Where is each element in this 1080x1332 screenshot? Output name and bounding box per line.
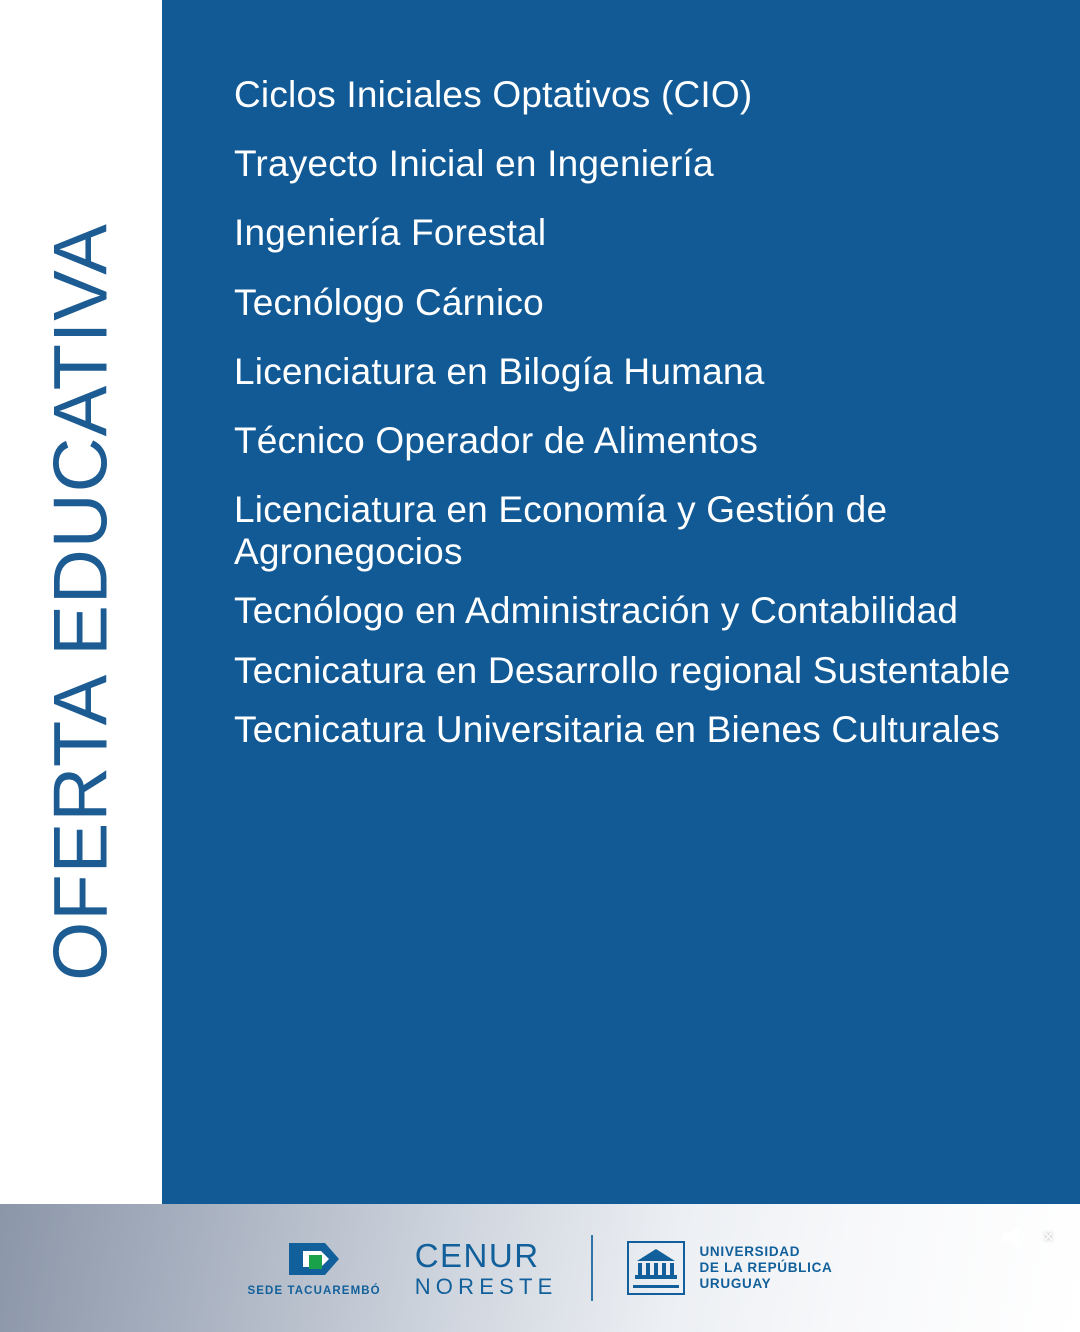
list-item: Trayecto Inicial en Ingeniería [234,143,714,185]
footer-logos [0,1204,1080,1332]
logo-udelar [627,1241,832,1295]
udelar-wordmark [699,1244,832,1292]
udelar-line-3: URUGUAY [699,1275,772,1291]
list-item: Ciclos Iniciales Optativos (CIO) [234,74,753,115]
close-icon[interactable]: × [1042,1226,1054,1248]
cenur-sub-label: NORESTE [414,1273,558,1299]
list-item: Licenciatura en Economía y Gestión de Agronegocios [234,489,888,573]
speaker-mute-icon[interactable] [999,1222,1033,1252]
overlay-controls[interactable] [999,1222,1054,1252]
footer-divider [591,1235,593,1301]
list-item: Tecnólogo en Administración y Contabilidad [234,590,959,632]
sede-tacuarembo-mark-icon [285,1239,343,1279]
programs-list [234,74,1024,768]
footer-band [0,1204,1080,1332]
logo-sede-tacuarembo [248,1239,381,1297]
side-title-zone [0,0,162,1204]
list-item: Tecnicatura Universitaria en Bienes Culturales [234,708,1001,750]
list-item: Técnico Operador de Alimentos [234,419,759,461]
udelar-line-2: DE LA REPÚBLICA [699,1260,833,1276]
list-item: Licenciatura en Bilogía Humana [234,350,765,392]
udelar-building-icon [627,1241,685,1295]
sede-label: SEDE TACUAREMBÓ [247,1285,381,1297]
udelar-line-1: UNIVERSIDAD [699,1244,801,1260]
list-item: Ingeniería Forestal [234,212,547,254]
page-title: OFERTA EDUCATIVA [38,223,124,981]
programs-panel [162,0,1080,1204]
list-item: Tecnólogo Cárnico [234,281,544,323]
list-item: Tecnicatura en Desarrollo regional Sustentable [234,649,1011,691]
cenur-main-label: CENUR [414,1236,540,1274]
logo-cenur-noreste [414,1236,558,1299]
